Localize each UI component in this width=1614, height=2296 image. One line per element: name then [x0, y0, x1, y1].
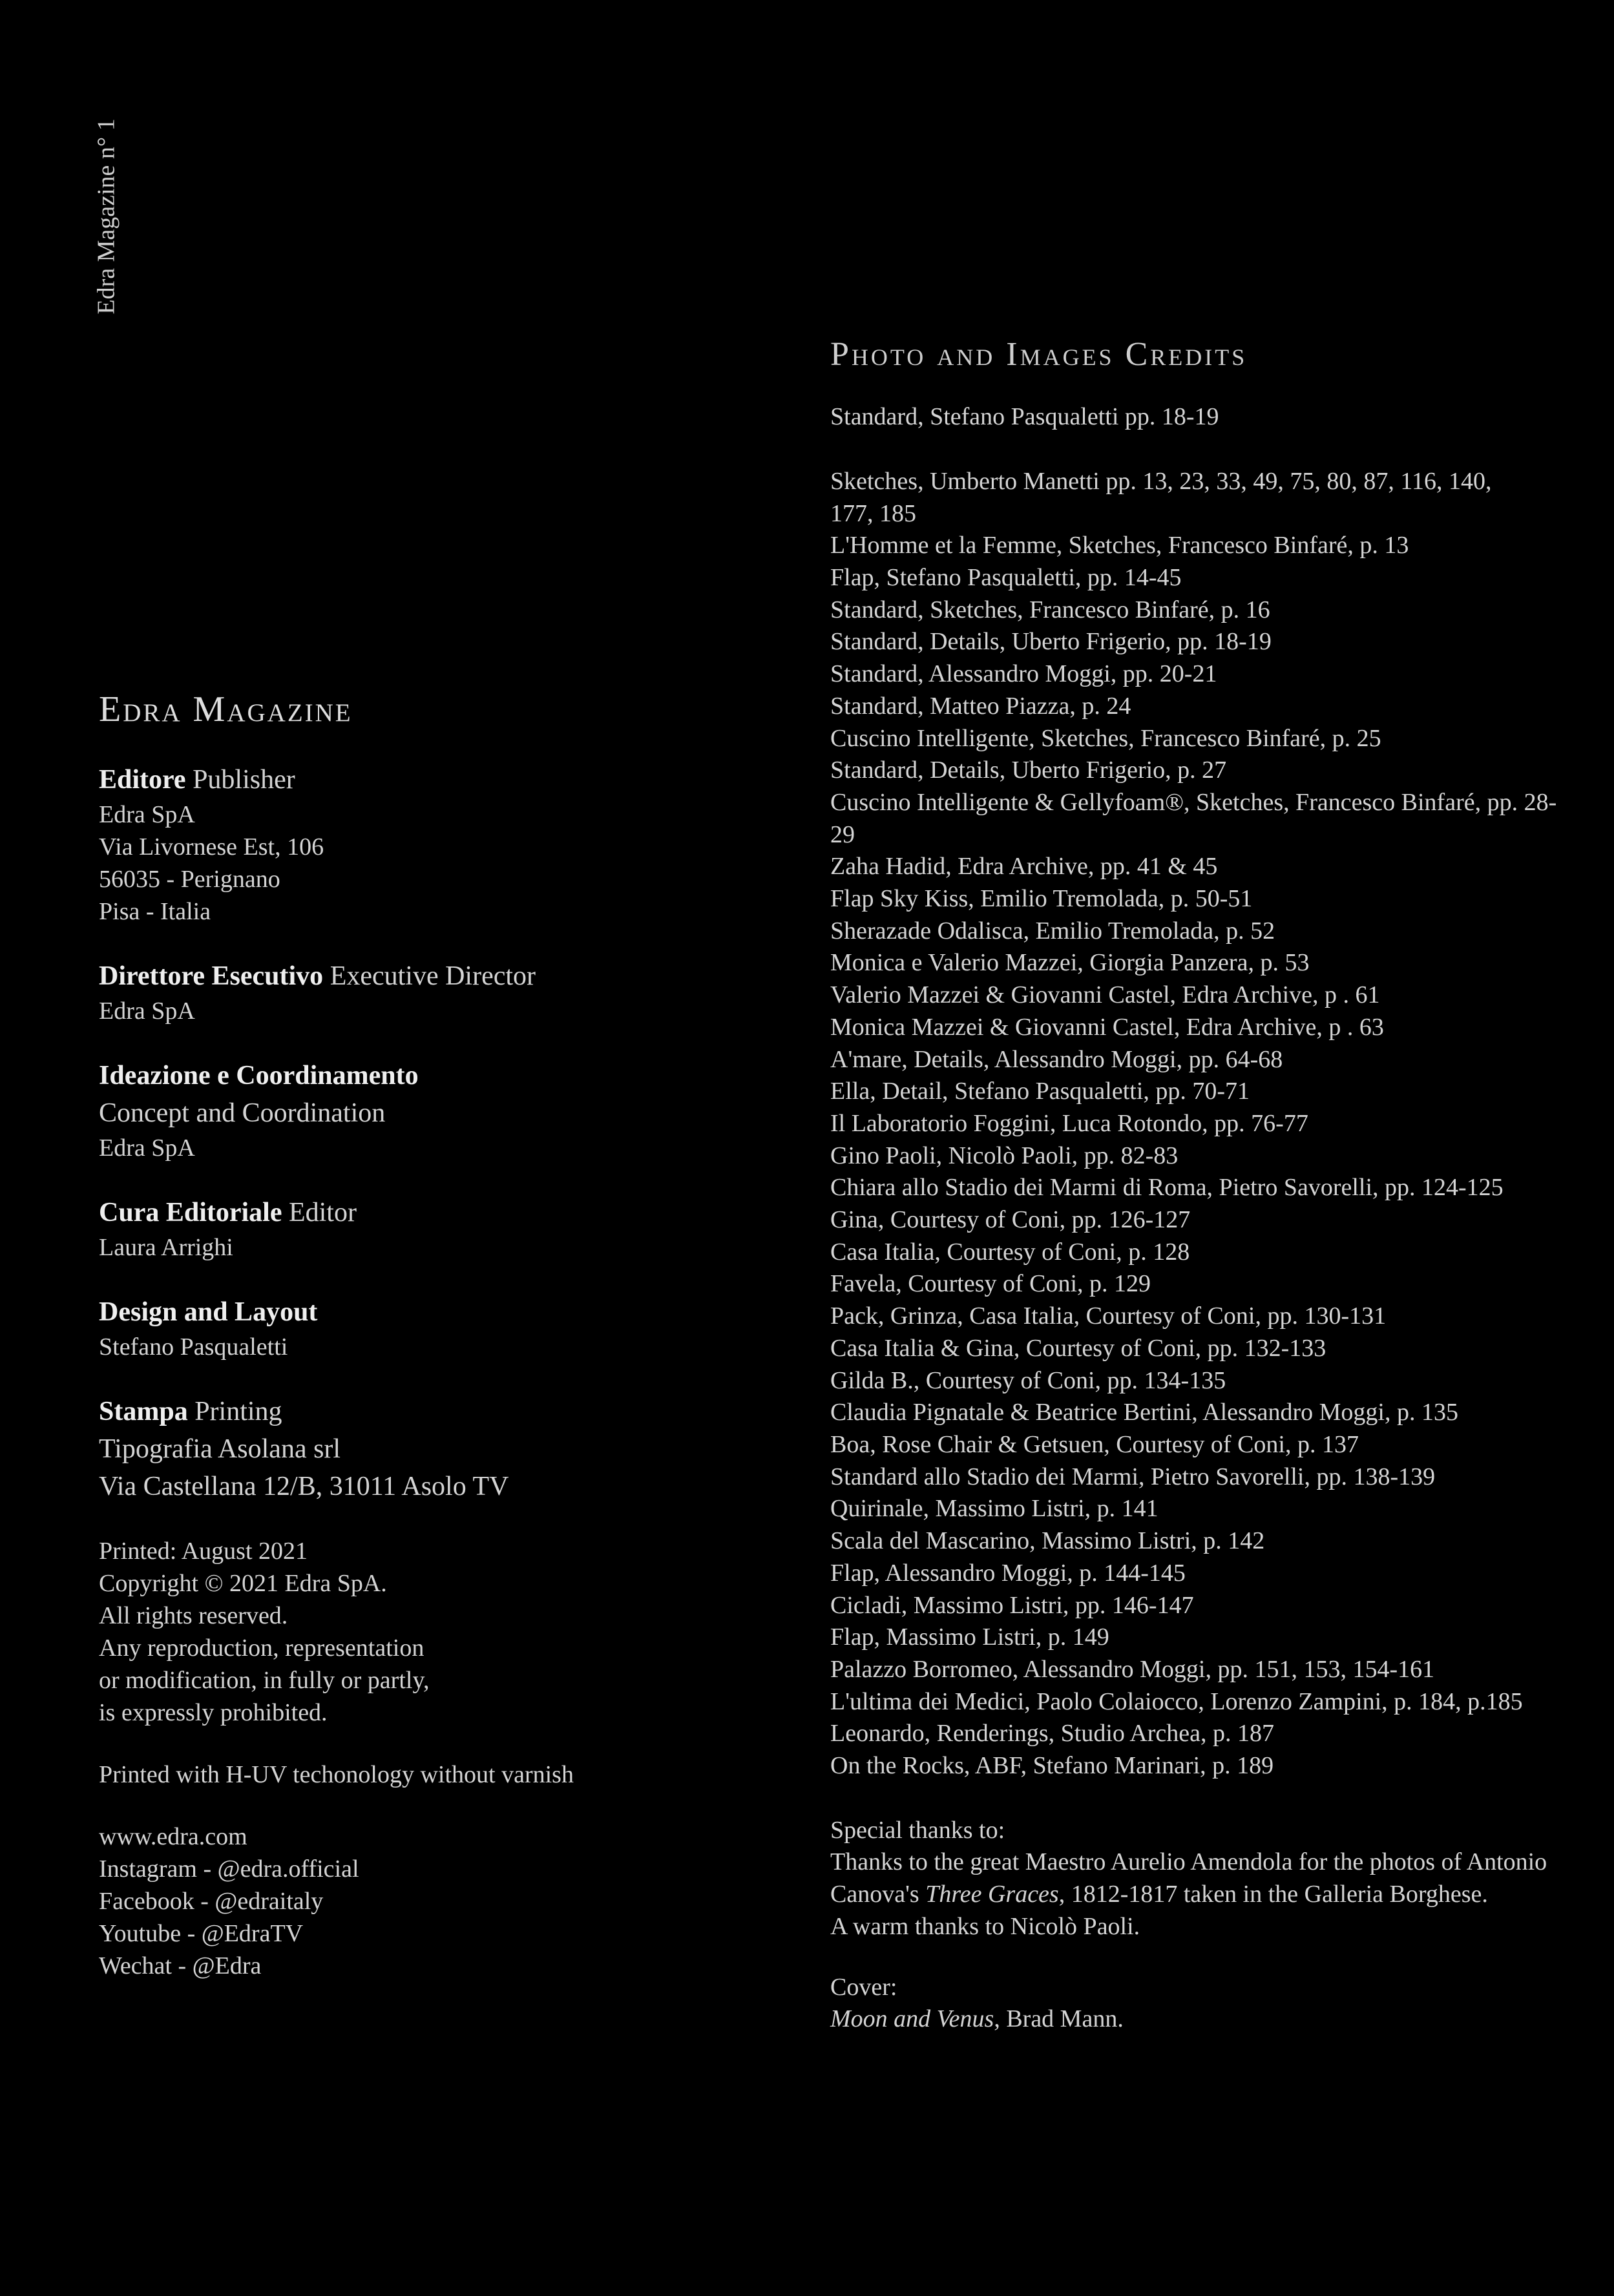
copyright-line: Printed: August 2021 — [99, 1537, 308, 1565]
copyright-line: Any reproduction, representation — [99, 1634, 424, 1662]
publisher-line: Pisa - Italia — [99, 897, 211, 925]
copyright-block — [99, 1535, 667, 1729]
publisher-line: 56035 - Perignano — [99, 865, 280, 893]
publisher-line: Edra SpA — [99, 800, 195, 828]
concept-value: Edra SpA — [99, 1134, 195, 1162]
credit-entry: Zaha Hadid, Edra Archive, pp. 41 & 45 — [830, 853, 1218, 881]
credit-entry: Sketches, Umberto Manetti pp. 13, 23, 33, 49, 75, 80, 87, 116, 140, — [830, 467, 1492, 495]
thanks-line-post: , 1812-1817 taken in the Galleria Borghese. — [1058, 1881, 1488, 1908]
editor-block — [99, 1194, 667, 1264]
thanks-line-pre: Canova's — [830, 1881, 926, 1908]
credit-entry: Favela, Courtesy of Coni, p. 129 — [830, 1270, 1151, 1298]
credit-entry: Ella, Detail, Stefano Pasqualetti, pp. 70-71 — [830, 1078, 1250, 1105]
concept-block — [99, 1057, 667, 1164]
editor-label-en: Editor — [288, 1197, 357, 1227]
spine-text: Edra Magazine n° 1 — [93, 118, 120, 315]
youtube-link[interactable]: Youtube - @EdraTV — [99, 1919, 304, 1947]
cover-title: Moon and Venus — [830, 2005, 994, 2033]
instagram-link[interactable]: Instagram - @edra.official — [99, 1855, 359, 1883]
thanks-line: A warm thanks to Nicolò Paoli. — [830, 1912, 1140, 1940]
links-block — [99, 1821, 667, 1982]
credit-entry: Casa Italia & Gina, Courtesy of Coni, pp. 132-133 — [830, 1334, 1326, 1362]
credit-entry: On the Rocks, ABF, Stefano Marinari, p. 189 — [830, 1752, 1274, 1780]
credit-entry: Standard, Details, Uberto Frigerio, pp. 18-19 — [830, 628, 1272, 656]
credit-entry: Sherazade Odalisca, Emilio Tremolada, p. 52 — [830, 917, 1275, 944]
printing-line: Tipografia Asolana srl — [99, 1434, 341, 1464]
copyright-line: All rights reserved. — [99, 1602, 288, 1629]
design-value: Stefano Pasqualetti — [99, 1333, 288, 1361]
credit-list — [830, 530, 1567, 1782]
credit-entry: L'Homme et la Femme, Sketches, Francesco Binfaré, p. 13 — [830, 532, 1409, 559]
editor-label: Cura Editoriale — [99, 1197, 282, 1227]
credit-entry: Standard, Sketches, Francesco Binfaré, p. 16 — [830, 596, 1270, 623]
credit-entry: Valerio Mazzei & Giovanni Castel, Edra Archive, p . 61 — [830, 981, 1380, 1009]
executive-director-label-en: Executive Director — [330, 961, 536, 991]
printing-label-en: Printing — [194, 1396, 282, 1426]
concept-label: Ideazione e Coordinamento — [99, 1060, 419, 1091]
credit-entry: Flap, Alessandro Moggi, p. 144-145 — [830, 1559, 1186, 1587]
copyright-line: or modification, in fully or partly, — [99, 1666, 430, 1694]
credit-entry: Standard, Details, Uberto Frigerio, p. 27 — [830, 757, 1227, 784]
credit-entry: Scala del Mascarino, Massimo Listri, p. 142 — [830, 1527, 1265, 1555]
design-label: Design and Layout — [99, 1297, 318, 1327]
publisher-label: Editore — [99, 764, 186, 795]
credit-entry: Cicladi, Massimo Listri, pp. 146-147 — [830, 1591, 1194, 1619]
credit-entry: A'mare, Details, Alessandro Moggi, pp. 64-68 — [830, 1045, 1283, 1073]
credit-entry: Leonardo, Renderings, Studio Archea, p. 187 — [830, 1720, 1275, 1748]
printing-block — [99, 1393, 667, 1505]
copyright-line: Copyright © 2021 Edra SpA. — [99, 1569, 387, 1597]
credit-entry: 177, 185 — [830, 499, 916, 527]
thanks-heading: Special thanks to: — [830, 1816, 1005, 1844]
credit-entry: Gilda B., Courtesy of Coni, pp. 134-135 — [830, 1366, 1226, 1394]
technology-note-block — [99, 1759, 667, 1791]
printing-label: Stampa — [99, 1396, 188, 1426]
credit-entry: Standard, Matteo Piazza, p. 24 — [830, 692, 1131, 720]
credit-entry: Cuscino Intelligente, Sketches, Francesco Binfaré, p. 25 — [830, 724, 1381, 752]
thanks-line — [830, 1879, 1567, 1911]
cover-credit — [830, 2003, 1567, 2036]
credit-entry: Palazzo Borromeo, Alessandro Moggi, pp. 151, 153, 154-161 — [830, 1655, 1435, 1683]
thanks-line: Thanks to the great Maestro Aurelio Amendola for the photos of Antonio — [830, 1848, 1547, 1876]
credit-entry: Flap Sky Kiss, Emilio Tremolada, p. 50-51 — [830, 885, 1253, 913]
printing-line: Via Castellana 12/B, 31011 Asolo TV — [99, 1471, 509, 1501]
credit-entry: L'ultima dei Medici, Paolo Colaiocco, Lorenzo Zampini, p. 184, p.185 — [830, 1687, 1523, 1715]
design-block — [99, 1293, 667, 1363]
facebook-link[interactable]: Facebook - @edraitaly — [99, 1887, 324, 1915]
editor-value: Laura Arrighi — [99, 1233, 233, 1261]
credit-entry: Monica Mazzei & Giovanni Castel, Edra Archive, p . 63 — [830, 1013, 1384, 1041]
publisher-line: Via Livornese Est, 106 — [99, 833, 324, 861]
publisher-block — [99, 761, 667, 928]
credit-entry: Quirinale, Massimo Listri, p. 141 — [830, 1495, 1158, 1523]
credit-entry: Flap, Massimo Listri, p. 149 — [830, 1623, 1109, 1651]
executive-director-label: Direttore Esecutivo — [99, 961, 324, 991]
credit-entry: Casa Italia, Courtesy of Coni, p. 128 — [830, 1238, 1190, 1266]
credits-title: Photo and Images Credits — [830, 336, 1248, 373]
credit-entry: Boa, Rose Chair & Getsuen, Courtesy of Coni, p. 137 — [830, 1430, 1359, 1458]
credit-entry: Standard, Alessandro Moggi, pp. 20-21 — [830, 660, 1217, 688]
credit-entry: Flap, Stefano Pasqualetti, pp. 14-45 — [830, 564, 1182, 591]
credit-entry: Gina, Courtesy of Coni, pp. 126-127 — [830, 1206, 1191, 1234]
credit-entry: Standard allo Stadio dei Marmi, Pietro Savorelli, pp. 138-139 — [830, 1463, 1436, 1490]
credit-entry: Chiara allo Stadio dei Marmi di Roma, Pietro Savorelli, pp. 124-125 — [830, 1174, 1504, 1202]
spine-label — [78, 110, 136, 323]
credit-entry: Standard, Stefano Pasqualetti pp. 18-19 — [830, 403, 1219, 431]
publisher-label-en: Publisher — [193, 764, 295, 795]
executive-director-block — [99, 957, 667, 1027]
wechat-link[interactable]: Wechat - @Edra — [99, 1952, 262, 1979]
credit-entry: Claudia Pignatale & Beatrice Bertini, Alessandro Moggi, p. 135 — [830, 1399, 1458, 1426]
magazine-title: Edra Magazine — [99, 689, 353, 729]
technology-note: Printed with H-UV techonology without varnish — [99, 1760, 574, 1788]
cover-author: , Brad Mann. — [994, 2005, 1124, 2033]
credit-entry: Pack, Grinza, Casa Italia, Courtesy of Coni, pp. 130-131 — [830, 1302, 1387, 1330]
website-link[interactable]: www.edra.com — [99, 1822, 247, 1850]
executive-director-value: Edra SpA — [99, 997, 195, 1025]
copyright-line: is expressly prohibited. — [99, 1698, 328, 1726]
credit-entry: Cuscino Intelligente & Gellyfoam®, Sketches, Francesco Binfaré, pp. 28-29 — [830, 788, 1557, 848]
credit-entry: Il Laboratorio Foggini, Luca Rotondo, pp. 76-77 — [830, 1109, 1308, 1137]
concept-label-en: Concept and Coordination — [99, 1098, 386, 1128]
colophon — [99, 690, 667, 2012]
credits — [830, 336, 1567, 2036]
credit-entry: Monica e Valerio Mazzei, Giorgia Panzera, p. 53 — [830, 949, 1310, 977]
cover-heading: Cover: — [830, 1973, 897, 2001]
thanks-artwork-title: Three Graces — [925, 1881, 1059, 1908]
credit-entry: Gino Paoli, Nicolò Paoli, pp. 82-83 — [830, 1142, 1179, 1169]
